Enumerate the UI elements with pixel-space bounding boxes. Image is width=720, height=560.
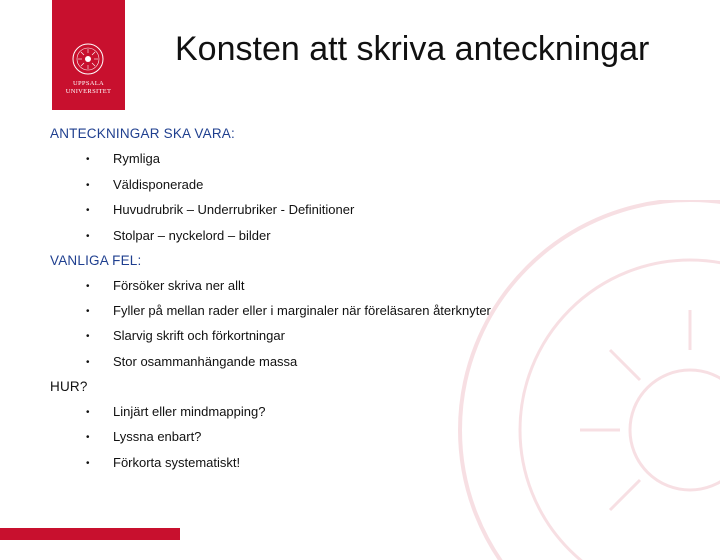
slide-title: Konsten att skriva anteckningar (175, 30, 650, 68)
bullet-icon: • (86, 154, 90, 165)
list-item: • Väldisponerade (86, 177, 204, 192)
list-item: • Linjärt eller mindmapping? (86, 404, 266, 419)
footer-accent-bar (0, 528, 180, 540)
list-item: • Rymliga (86, 151, 160, 166)
section-heading-3: HUR? (50, 379, 88, 394)
list-item: • Stolpar – nyckelord – bilder (86, 228, 271, 243)
bullet-icon: • (86, 281, 90, 292)
bullet-icon: • (86, 458, 90, 469)
bullet-icon: • (86, 205, 90, 216)
uppsala-university-logo (52, 0, 125, 110)
bullet-icon: • (86, 407, 90, 418)
list-item: • Stor osammanhängande massa (86, 354, 298, 369)
bullet-icon: • (86, 331, 90, 342)
section-heading-2: VANLIGA FEL: (50, 253, 142, 268)
bullet-icon: • (86, 357, 90, 368)
list-item: • Förkorta systematiskt! (86, 455, 241, 470)
list-item: • Fyller på mellan rader eller i marginaler när föreläsaren återknyter (86, 303, 491, 318)
list-item: • Lyssna enbart? (86, 429, 202, 444)
logo-text-line2: UNIVERSITET (65, 88, 112, 95)
university-seal-icon (61, 42, 116, 78)
list-item: • Huvudrubrik – Underrubriker - Definitioner (86, 202, 355, 217)
logo-text-line1: UPPSALA (73, 80, 104, 87)
section-heading-1: ANTECKNINGAR SKA VARA: (50, 126, 235, 141)
bullet-icon: • (86, 306, 90, 317)
bullet-icon: • (86, 231, 90, 242)
bullet-icon: • (86, 432, 90, 443)
seal-watermark-icon (440, 200, 720, 560)
bullet-icon: • (86, 180, 90, 191)
list-item: • Slarvig skrift och förkortningar (86, 328, 285, 343)
list-item: • Försöker skriva ner allt (86, 278, 245, 293)
